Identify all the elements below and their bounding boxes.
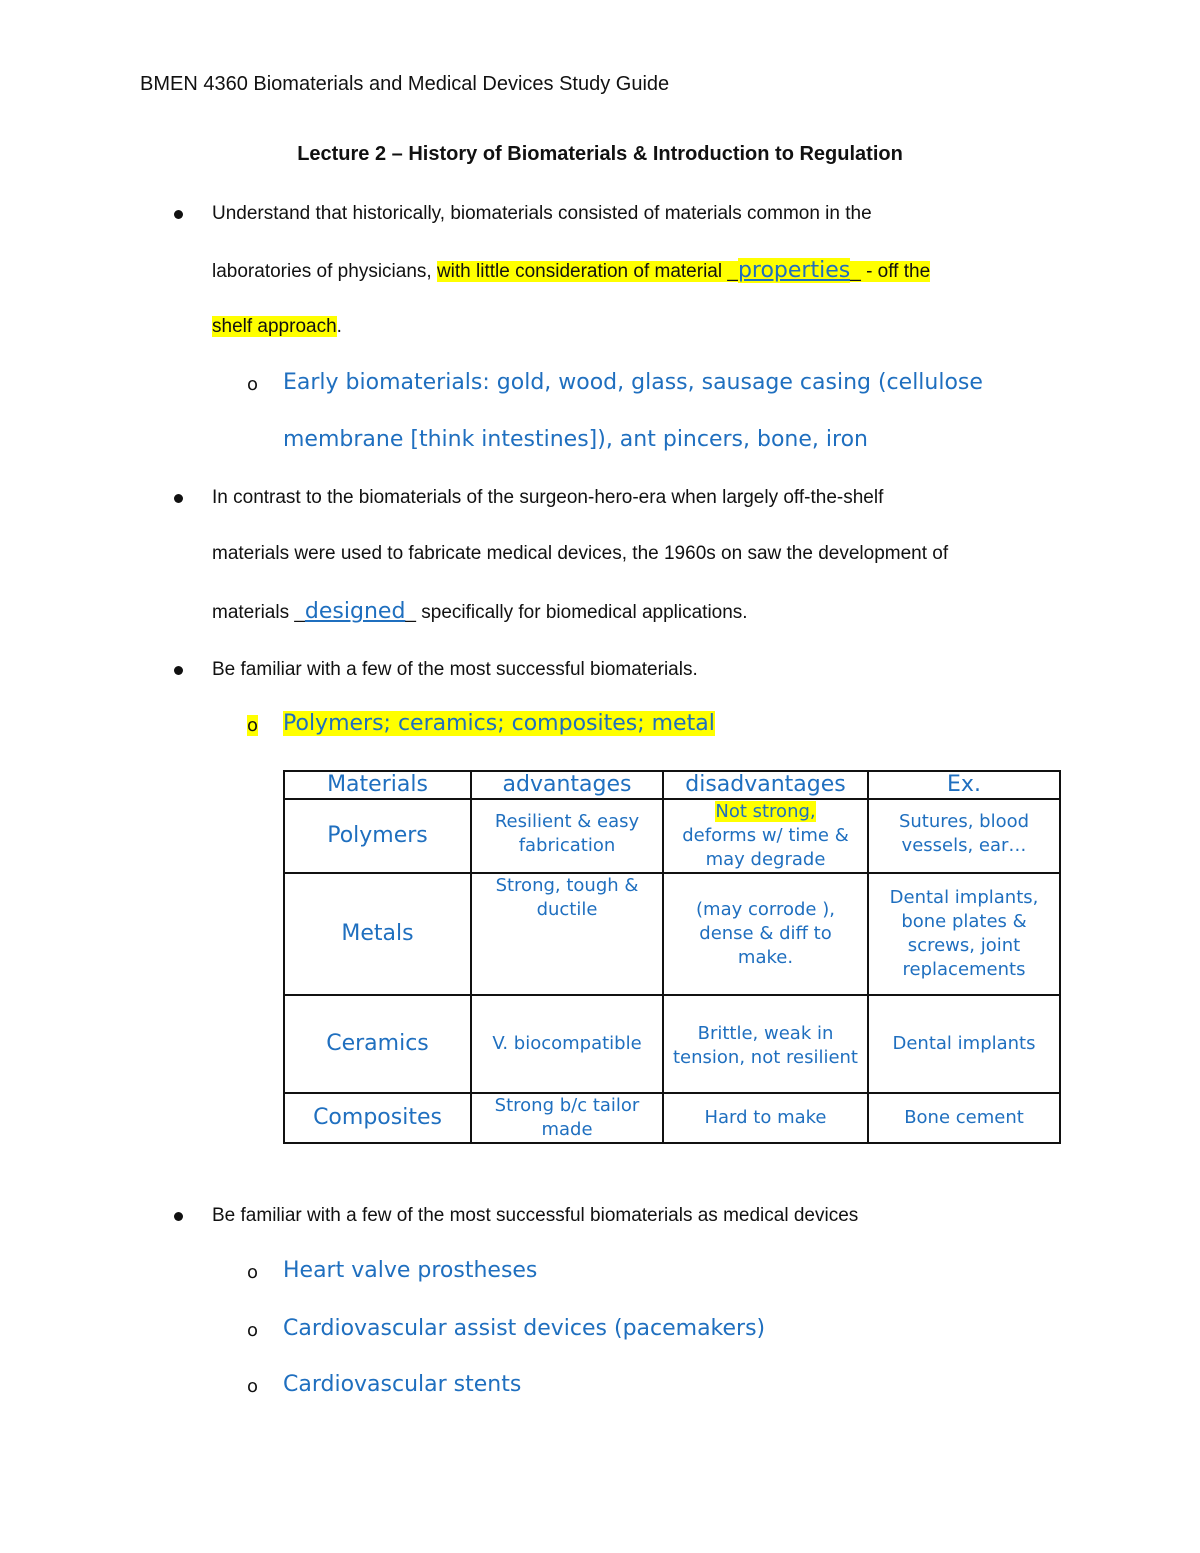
bullet-icon xyxy=(174,666,183,675)
highlighted-text: shelf approach xyxy=(212,316,337,337)
circle-bullet-icon: o xyxy=(247,715,259,736)
document-header: BMEN 4360 Biomaterials and Medical Devices Study Guide xyxy=(140,73,670,95)
bullet2-line3-pre: materials _ xyxy=(212,602,305,623)
circle-bullet-icon: o xyxy=(247,1262,259,1283)
period: . xyxy=(336,316,342,337)
material-classes xyxy=(283,711,715,736)
table-row xyxy=(284,1093,1060,1143)
materials-table xyxy=(283,770,1061,1144)
bullet2-line1: In contrast to the biomaterials of the surgeon-hero-era when largely off-the-shelf xyxy=(212,487,884,508)
row-header: Composites xyxy=(284,1093,471,1143)
cell-disadvantages xyxy=(663,799,868,873)
cell-disadvantages-text: deforms w/ time & may degrade xyxy=(682,825,849,870)
bullet2-line3 xyxy=(212,599,748,624)
row-header: Polymers xyxy=(284,799,471,873)
bullet1-line2-text: laboratories of physicians, xyxy=(212,261,437,282)
device-item: Cardiovascular assist devices (pacemakers) xyxy=(283,1316,766,1341)
row-header: Ceramics xyxy=(284,995,471,1093)
table-header-row xyxy=(284,771,1060,799)
bullet-icon xyxy=(174,494,183,503)
cell-examples: Dental implants xyxy=(868,995,1060,1093)
table-row xyxy=(284,799,1060,873)
cell-disadvantages: (may corrode ), dense & diff to make. xyxy=(663,873,868,995)
bullet1-line1: Understand that historically, biomaterials consisted of materials common in the xyxy=(212,203,872,224)
cell-disadvantages: Hard to make xyxy=(663,1093,868,1143)
bullet2-line3-post: _ specifically for biomedical applications. xyxy=(405,602,748,623)
early-biomaterials-line1: Early biomaterials: gold, wood, glass, sausage casing (cellulose xyxy=(283,370,983,395)
fill-in-answer-designed: designed xyxy=(304,599,406,624)
lecture-title: Lecture 2 – History of Biomaterials & Introduction to Regulation xyxy=(297,143,903,165)
column-header: Materials xyxy=(284,771,471,799)
cell-examples: Bone cement xyxy=(868,1093,1060,1143)
cell-advantages: V. biocompatible xyxy=(471,995,663,1093)
column-header: Ex. xyxy=(868,771,1060,799)
bullet1-line2 xyxy=(212,258,930,283)
bullet3-text: Be familiar with a few of the most successful biomaterials. xyxy=(212,659,698,680)
device-item: Heart valve prostheses xyxy=(283,1258,538,1283)
cell-advantages: Strong b/c tailor made xyxy=(471,1093,663,1143)
device-item: Cardiovascular stents xyxy=(283,1372,522,1397)
bullet-icon xyxy=(174,210,183,219)
cell-examples: Sutures, blood vessels, ear… xyxy=(868,799,1060,873)
cell-advantages: Resilient & easy fabrication xyxy=(471,799,663,873)
bullet1-line3 xyxy=(212,316,342,338)
table-row xyxy=(284,995,1060,1093)
circle-bullet-icon: o xyxy=(247,374,259,395)
bullet-icon xyxy=(174,1212,183,1221)
row-header: Metals xyxy=(284,873,471,995)
material-classes-text: Polymers; ceramics; composites; metal xyxy=(283,711,715,736)
highlighted-text: _ - off the xyxy=(850,261,931,282)
column-header: disadvantages xyxy=(663,771,868,799)
bullet4-text: Be familiar with a few of the most successful biomaterials as medical devices xyxy=(212,1205,859,1226)
column-header: advantages xyxy=(471,771,663,799)
fill-in-answer-properties: properties xyxy=(737,258,851,283)
highlighted-text: Not strong, xyxy=(715,801,816,822)
cell-disadvantages: Brittle, weak in tension, not resilient xyxy=(663,995,868,1093)
bullet2-line2: materials were used to fabricate medical devices, the 1960s on saw the development of xyxy=(212,543,949,564)
circle-bullet-icon: o xyxy=(247,1376,259,1397)
early-biomaterials-line2: membrane [think intestines]), ant pincers, bone, iron xyxy=(283,427,868,452)
cell-advantages: Strong, tough & ductile xyxy=(471,873,663,995)
circle-bullet-icon: o xyxy=(247,1320,259,1341)
table-row xyxy=(284,873,1060,995)
cell-examples: Dental implants, bone plates & screws, joint replacements xyxy=(868,873,1060,995)
highlighted-text: with little consideration of material _ xyxy=(436,261,738,282)
